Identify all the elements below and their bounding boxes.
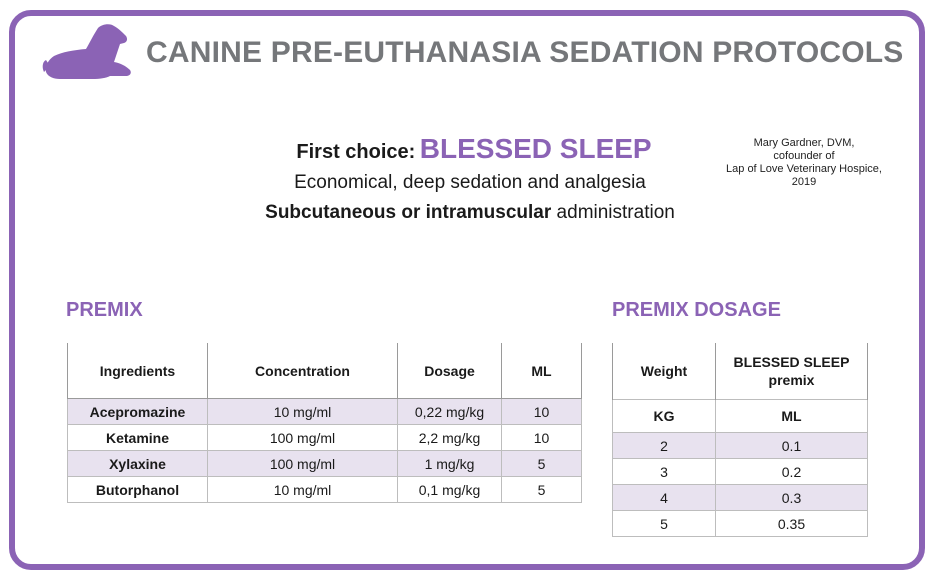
concentration-cell: 100 mg/ml xyxy=(208,425,398,451)
column-header: Ingredients xyxy=(68,343,208,399)
ml-cell: 5 xyxy=(502,451,582,477)
dog-silhouette-icon xyxy=(40,22,136,84)
column-header xyxy=(716,343,868,400)
table-row xyxy=(613,459,868,485)
column-header: ML xyxy=(502,343,582,399)
credit-line: 2019 xyxy=(791,176,817,188)
first-choice-label: First choice: xyxy=(296,141,416,163)
column-header: Dosage xyxy=(398,343,502,399)
concentration-cell: 10 mg/ml xyxy=(208,477,398,503)
weight-cell: 2 xyxy=(613,433,716,459)
ingredient-cell: Xylaxine xyxy=(68,451,208,477)
ml-cell: 0.3 xyxy=(716,485,868,511)
dosage-table xyxy=(612,343,868,537)
ingredient-cell: Ketamine xyxy=(68,425,208,451)
route-bold: Subcutaneous or intramuscular xyxy=(265,202,552,223)
ml-cell: 5 xyxy=(502,477,582,503)
concentration-cell: 100 mg/ml xyxy=(208,451,398,477)
table-row xyxy=(68,399,582,425)
units-row xyxy=(613,400,868,433)
table-row xyxy=(68,425,582,451)
table-row xyxy=(68,477,582,503)
ml-cell: 0.2 xyxy=(716,459,868,485)
ml-cell: 0.1 xyxy=(716,433,868,459)
credit-line: Mary Gardner, DVM, xyxy=(753,137,855,149)
table-row xyxy=(613,511,868,537)
weight-cell: 5 xyxy=(613,511,716,537)
table-row xyxy=(613,485,868,511)
route-line xyxy=(0,202,940,224)
table-header-row xyxy=(68,343,582,399)
subtitle: Economical, deep sedation and analgesia xyxy=(294,172,646,193)
unit-cell: KG xyxy=(613,400,716,433)
ml-cell: 10 xyxy=(502,399,582,425)
table-row xyxy=(68,451,582,477)
unit-cell: ML xyxy=(716,400,868,433)
column-header: Concentration xyxy=(208,343,398,399)
first-choice-name: BLESSED SLEEP xyxy=(419,133,652,164)
header-line: BLESSED SLEEP xyxy=(733,354,850,370)
dosage-cell: 1 mg/kg xyxy=(398,451,502,477)
premix-dosage-heading: PREMIX DOSAGE xyxy=(612,299,781,321)
concentration-cell: 10 mg/ml xyxy=(208,399,398,425)
ml-cell: 0.35 xyxy=(716,511,868,537)
header-line: premix xyxy=(768,372,815,388)
dosage-cell: 0,1 mg/kg xyxy=(398,477,502,503)
table-header-row xyxy=(613,343,868,400)
ml-cell: 10 xyxy=(502,425,582,451)
premix-table xyxy=(67,343,582,503)
route-rest: administration xyxy=(551,202,675,223)
dosage-cell: 2,2 mg/kg xyxy=(398,425,502,451)
credit-line: Lap of Love Veterinary Hospice, xyxy=(726,163,882,175)
table-row xyxy=(613,433,868,459)
author-credit xyxy=(704,137,904,189)
credit-line: cofounder of xyxy=(773,150,835,162)
premix-heading: PREMIX xyxy=(66,299,143,321)
ingredient-cell: Butorphanol xyxy=(68,477,208,503)
ingredient-cell: Acepromazine xyxy=(68,399,208,425)
weight-cell: 4 xyxy=(613,485,716,511)
column-header: Weight xyxy=(613,343,716,400)
dosage-cell: 0,22 mg/kg xyxy=(398,399,502,425)
weight-cell: 3 xyxy=(613,459,716,485)
page-title: CANINE PRE-EUTHANASIA SEDATION PROTOCOLS xyxy=(146,36,904,69)
